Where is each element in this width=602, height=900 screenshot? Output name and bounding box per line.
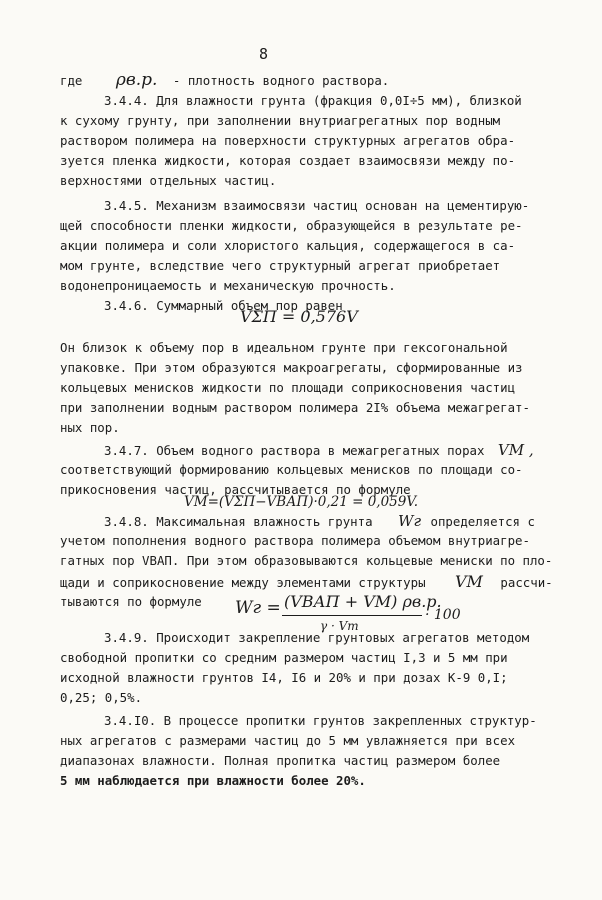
p349-line-3: исходной влажности грунтов I4, I6 и 20% и при дозах К-9 0,I; <box>60 670 508 685</box>
density-symbol: ρв.р. <box>115 70 158 90</box>
vm-symbol-2: VМ <box>455 572 483 591</box>
p347-line-2: соответствующий формированию кольцевых менисков по площади со- <box>60 462 523 477</box>
intro-text: - плотность водного раствора. <box>172 73 390 88</box>
formula-w-tail: · 100 <box>425 607 461 623</box>
intro-line <box>60 70 389 92</box>
page-number: 8 <box>259 45 269 63</box>
p348-line-4-tail: рассчи- <box>500 575 553 590</box>
p346-intro: 3.4.6. Суммарный объем пор равен <box>104 298 343 313</box>
p345-line-2: щей способности пленки жидкости, образующейся в результате ре- <box>60 218 523 233</box>
formula-w-denominator: γ · Vт <box>320 619 359 633</box>
p346-line-1: Он близок к объему пор в идеальном грунте при гексогональной <box>60 340 508 355</box>
p347-line-3: прикосновения частиц, рассчитывается по формуле <box>60 482 411 497</box>
p346-line-2: упаковке. При этом образуются макроагрегаты, сформированные из <box>60 360 523 375</box>
p346-line-4: при заполнении водным раствором полимера 2I% объема межагрегат- <box>60 400 530 415</box>
p348-line-1-text: 3.4.8. Максимальная влажность грунта <box>104 514 373 529</box>
p344-line-1: 3.4.4. Для влажности грунта (фракция 0,0I÷5 мм), близкой <box>104 93 522 108</box>
formula-vm: VМ=(VΣП−VВАП)·0,21 = 0,059V. <box>184 494 419 510</box>
p348-line-4 <box>60 572 553 594</box>
p345-line-4: мом грунте, вследствие чего структурный агрегат приобретает <box>60 258 501 273</box>
p3410-line-1: 3.4.I0. В процессе пропитки грунтов закрепленных структур- <box>104 713 537 728</box>
p348-line-4-text: щади и соприкосновение между элементами структуры <box>60 575 426 590</box>
p346-line-5: ных пор. <box>60 420 120 435</box>
p349-line-4: 0,25; 0,5%. <box>60 690 143 705</box>
p344-line-5: верхностями отдельных частиц. <box>60 173 277 188</box>
p348-line-2: учетом пополнения водного раствора полимера объемом внутриагре- <box>60 533 530 548</box>
wg-symbol: Wг <box>398 512 422 530</box>
p3410-line-2: ных агрегатов с размерами частиц до 5 мм увлажняется при всех <box>60 733 516 748</box>
formula-vsp: VΣП = 0,576V <box>240 307 358 326</box>
p348-line-5: тываются по формуле <box>60 594 202 609</box>
p3410-line-4: 5 мм наблюдается при влажности более 20%. <box>60 773 366 788</box>
p346-line-3: кольцевых менисков жидкости по площади соприкосновения частиц <box>60 380 516 395</box>
formula-w-numerator: (VВАП + VМ) ρв.р. <box>284 592 442 611</box>
p345-line-3: акции полимера и соли хлористого кальция, содержащегося в са- <box>60 238 516 253</box>
p344-line-4: зуется пленка жидкости, которая создает взаимосвязи между по- <box>60 153 516 168</box>
p349-line-1: 3.4.9. Происходит закрепление грунтовых агрегатов методом <box>104 630 530 645</box>
p345-line-5: водонепроницаемость и механическую прочность. <box>60 278 396 293</box>
p347-line-1-text: 3.4.7. Объем водного раствора в межагрегатных порах <box>104 443 485 458</box>
p349-line-2: свободной пропитки со средним размером частиц I,3 и 5 мм при <box>60 650 508 665</box>
p345-line-1: 3.4.5. Механизм взаимосвязи частиц основан на цементирую- <box>104 198 530 213</box>
p344-line-2: к сухому грунту, при заполнении внутриагрегатных пор водным <box>60 113 501 128</box>
formula-w-lhs: Wг = <box>235 598 281 618</box>
p348-line-1-tail: определяется с <box>430 514 535 529</box>
vm-symbol: VМ , <box>497 441 534 459</box>
p348-line-3: гатных пор VВАП. При этом образовываются кольцевые мениски по пло- <box>60 553 553 568</box>
p344-line-3: раствором полимера на поверхности структурных агрегатов обра- <box>60 133 516 148</box>
p347-line-1 <box>104 440 534 462</box>
p348-line-1 <box>104 511 535 533</box>
p3410-line-3: диапазонах влажности. Полная пропитка частиц размером более <box>60 753 501 768</box>
intro-prefix: где <box>60 73 83 88</box>
